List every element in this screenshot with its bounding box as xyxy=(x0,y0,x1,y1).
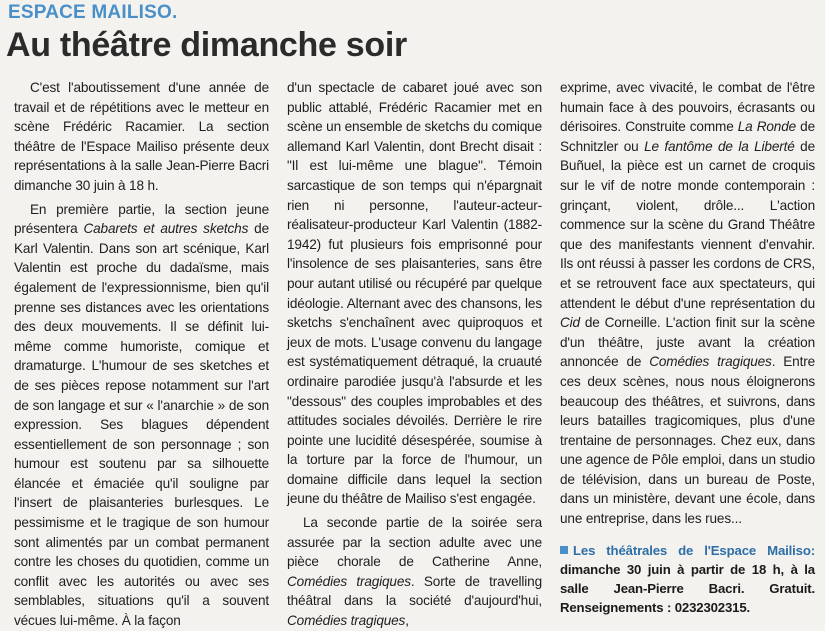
paragraph xyxy=(287,513,542,631)
text-run: En première partie, la section jeune présentera xyxy=(14,201,269,237)
text-run: de Corneille. L'action finit sur la scène d'un théâtre, juste avant la création annoncée de xyxy=(560,315,815,370)
article-body xyxy=(14,78,819,631)
work-title: Comédies tragiques xyxy=(287,613,406,629)
paragraph xyxy=(14,200,269,631)
text-run: , xyxy=(405,613,409,629)
article-headline: Au théâtre dimanche soir xyxy=(6,26,407,64)
info-text: dimanche 30 juin à partir de 18 h, à la salle Jean-Pierre Bacri. Gratuit. Renseignements : 0232302315. xyxy=(560,561,815,615)
work-title: Cabarets et autres sketchs xyxy=(83,221,249,237)
text-run: de Buñuel, la pièce est un carnet de croquis sur le vif de notre monde contemporain : grinçant, violent, drôle... L'action commence sur la scène du Grand Théâtre que des manifestants viennent d'envahir. Ils ont réussi à passer les cordons de CRS, et se retrouvent face aux spectateurs, qui attendent le début d'une représentation du xyxy=(560,138,815,311)
text-run: de Schnitzler ou xyxy=(560,119,815,154)
square-bullet-icon xyxy=(560,546,568,554)
info-lead: Les théâtrales de l'Espace Mailiso: xyxy=(573,542,815,558)
paragraph xyxy=(560,78,815,529)
text-run: exprime, avec vivacité, le combat de l'être humain face à des pouvoirs, écrasants ou dérisoires. Construite comme xyxy=(560,80,815,135)
work-title: Cid xyxy=(560,315,580,331)
text-run: . Sorte de travelling théâtral dans la société d'aujourd'hui, xyxy=(287,573,542,609)
paragraph: d'un spectacle de cabaret joué avec son public attablé, Frédéric Racamier met en scène un ensemble de sketchs du comique allemand Karl Valentin, dont Brecht disait : "Il est lui-même une blague". Témoin sarcastique de son temps qui n'épargnait rien ni personne, l'auteur-acteur-réalisateur-producteur Karl Valentin (1882-1942) fut plusieurs fois emprisonné pour l'insolence de ses plaisanteries, sans être pour autant utilisé ou récupéré par quelque idéologie. Alternant avec des chansons, les sketchs s'enchaînent avec quiproquos et jeux de mots. L'usage convenu du langage est systématiquement détraqué, la cruauté ordinaire parodiée jusqu'à l'absurde et les "dessous" des couples improbables et des attitudes sociales dévoilés. Derrière le rire pointe une lucidité désespérée, soumise à la torture par la force de l'humour, un domaine difficile dans lequel la section jeune du théâtre de Mailiso s'est engagée. xyxy=(287,80,542,507)
text-run: La seconde partie de la soirée sera assurée par la section adulte avec une pièce chorale de Catherine Anne, xyxy=(287,515,542,570)
work-title: La Ronde xyxy=(737,119,797,135)
work-title: Comédies tragiques xyxy=(649,354,772,370)
paragraph: C'est l'aboutissement d'une année de travail et de répétitions avec le metteur en scène Frédéric Racamier. La section théâtre de l'Espace Mailiso présente deux représentations à la salle Jean-Pierre Bacri dimanche 30 juin à 18 h. xyxy=(14,80,269,193)
work-title: Le fantôme de la Liberté xyxy=(644,138,795,154)
column-2 xyxy=(287,78,542,631)
practical-info-box xyxy=(560,541,815,617)
work-title: Comédies tragiques xyxy=(287,573,411,589)
text-run: de Karl Valentin. Dans son art scénique, Karl Valentin est proche du dadaïsme, mais également de l'expressionnisme, bien qu'il prenne ses distances avec les orientations des deux mouvements. Il se définit lui-même comme humoriste, comique et dramaturge. L'humour de ses sketches et de ses pièces repose notamment sur l'art de son langage et sur « l'anarchie » de son expression. Ses blagues dépendent essentiellement de son personnage ; son humour est soutenu par sa silhouette élancée et émaciée qu'il souligne par l'insert de plaisanteries burlesques. Le pessimisme et le tragique de son humour sont alimentés par un combat permanent contre les choses du quotidien, comme un conflit avec les autorités ou avec ses semblables, situations qu'il a souvent vécues lui-même. À la façon xyxy=(14,221,270,629)
section-kicker: ESPACE MAILISO. xyxy=(8,2,178,23)
column-1 xyxy=(14,78,269,631)
column-3 xyxy=(560,78,815,631)
text-run: . Entre ces deux scènes, nous nous éloignerons beaucoup des théâtres, et suivrons, dans leurs batailles tragicomiques, plus d'une trentaine de personnages. Chez eux, dans une agence de Pôle emploi, dans un studio de télévision, dans un bureau de Poste, dans un ministère, devant une école, dans une entreprise, dans les rues... xyxy=(560,354,815,527)
